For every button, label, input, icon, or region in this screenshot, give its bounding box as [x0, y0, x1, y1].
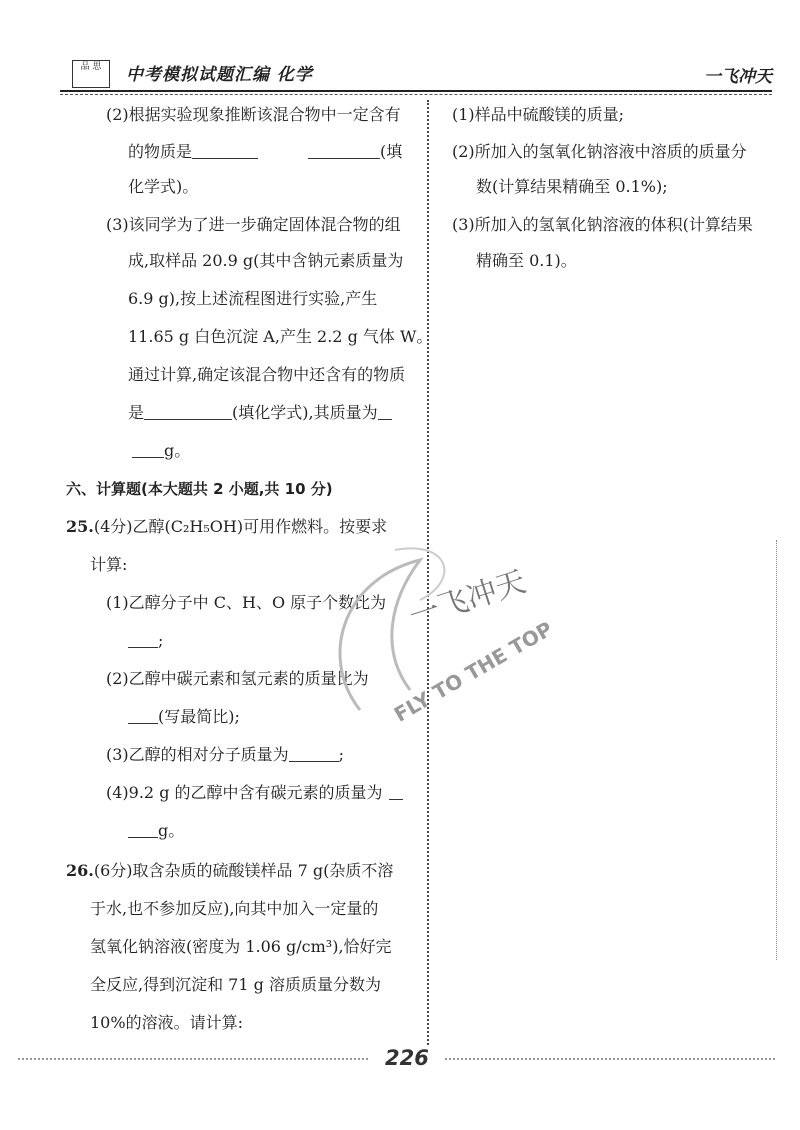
q25-part1-answer [128, 630, 163, 652]
q24-part3-line2: 成,取样品 20.9 g(其中含钠元素质量为 [128, 251, 404, 270]
q25-part2-answer [128, 706, 240, 728]
question-number: 26. [66, 861, 94, 880]
q26-part3-line2: 精确至 0.1)。 [476, 251, 577, 270]
watermark-logo [300, 540, 560, 730]
text: ; [338, 745, 345, 764]
q25-part1: (1)乙醇分子中 C、H、O 原子个数比为 [106, 593, 387, 612]
q26-part1: (1)样品中硫酸镁的质量; [452, 105, 625, 124]
text: (4)9.2 g 的乙醇中含有碳元素的质量为 [106, 783, 383, 802]
text: (写最简比); [158, 707, 240, 726]
text: (3)乙醇的相对分子质量为 [106, 745, 289, 764]
q26-part2-line2: 数(计算结果精确至 0.1%); [476, 177, 668, 196]
answer-blank[interactable] [144, 403, 232, 420]
q24-part3-line1: (3)该同学为了进一步确定固体混合物的组 [106, 215, 401, 234]
book-title: 中考模拟试题汇编 化学 [126, 65, 313, 85]
question-number: 25. [66, 517, 94, 536]
q25-part4 [106, 782, 403, 804]
answer-blank[interactable] [128, 821, 158, 838]
footer-rule-right [445, 1058, 775, 1060]
q24-part3-line5: 通过计算,确定该混合物中还含有的物质 [128, 365, 406, 384]
text: (6分)取含杂质的硫酸镁样品 7 g(杂质不溶 [93, 861, 394, 880]
page-number: 226 [385, 1046, 429, 1070]
q24-part3-line7 [164, 440, 190, 462]
q25-line1 [66, 516, 387, 538]
q24-part2-line1: (2)根据实验现象推断该混合物中一定含有 [106, 105, 401, 124]
answer-blank[interactable] [289, 745, 339, 762]
q24-part3-line4: 11.65 g 白色沉淀 A,产生 2.2 g 气体 W。 [128, 327, 433, 346]
q26-line4: 全反应,得到沉淀和 71 g 溶质质量分数为 [90, 975, 381, 994]
answer-blank[interactable] [132, 441, 164, 458]
text: g。 [164, 441, 191, 460]
answer-blank[interactable] [308, 142, 380, 159]
q24-part3-line3: 6.9 g),按上述流程图进行实验,产生 [128, 289, 378, 308]
footer-rule-left [18, 1058, 368, 1060]
text: (填化学式),其质量为 [232, 403, 378, 422]
header-rule-dashed [60, 94, 772, 95]
answer-blank[interactable] [389, 783, 403, 800]
edge-dots [776, 540, 777, 960]
logo-text: 品 思 [80, 62, 102, 72]
text: g。 [158, 821, 185, 840]
text: 是 [128, 403, 145, 422]
text: ; [158, 631, 164, 650]
answer-blank[interactable] [192, 142, 258, 159]
q25-part3 [106, 744, 344, 766]
watermark-en: FLY TO THE TOP [389, 616, 557, 727]
q24-part2-line2 [128, 141, 402, 163]
answer-blank[interactable] [128, 631, 158, 648]
watermark-cn: 一飞冲天 [405, 564, 531, 635]
header-rule [60, 90, 772, 92]
answer-blank[interactable] [128, 707, 158, 724]
text: 的物质是 [128, 142, 193, 161]
q25-part4-answer [128, 820, 184, 842]
q24-part3-line6 [128, 402, 392, 424]
q26-part2-line1: (2)所加入的氢氧化钠溶液中溶质的质量分 [452, 142, 747, 161]
section-title: 六、计算题(本大题共 2 小题,共 10 分) [66, 480, 333, 498]
q26-line5: 10%的溶液。请计算: [90, 1013, 243, 1032]
q25-part2: (2)乙醇中碳元素和氢元素的质量比为 [106, 669, 369, 688]
q26-line1 [66, 860, 393, 882]
q26-line3: 氢氧化钠溶液(密度为 1.06 g/cm³),恰好完 [90, 937, 392, 956]
text: (填 [380, 142, 403, 161]
watermark-swoosh [340, 560, 420, 710]
answer-blank[interactable] [378, 403, 392, 420]
q26-part3-line1: (3)所加入的氢氧化钠溶液的体积(计算结果 [452, 215, 753, 234]
q24-part2-line3: 化学式)。 [128, 177, 199, 196]
q25-line2: 计算: [90, 555, 128, 574]
q26-line2: 于水,也不参加反应),向其中加入一定量的 [90, 899, 379, 918]
text: (4分)乙醇(C₂H₅OH)可用作燃料。按要求 [93, 517, 388, 536]
publisher-logo [72, 60, 110, 88]
brand-name: 一飞冲天 [704, 67, 772, 87]
